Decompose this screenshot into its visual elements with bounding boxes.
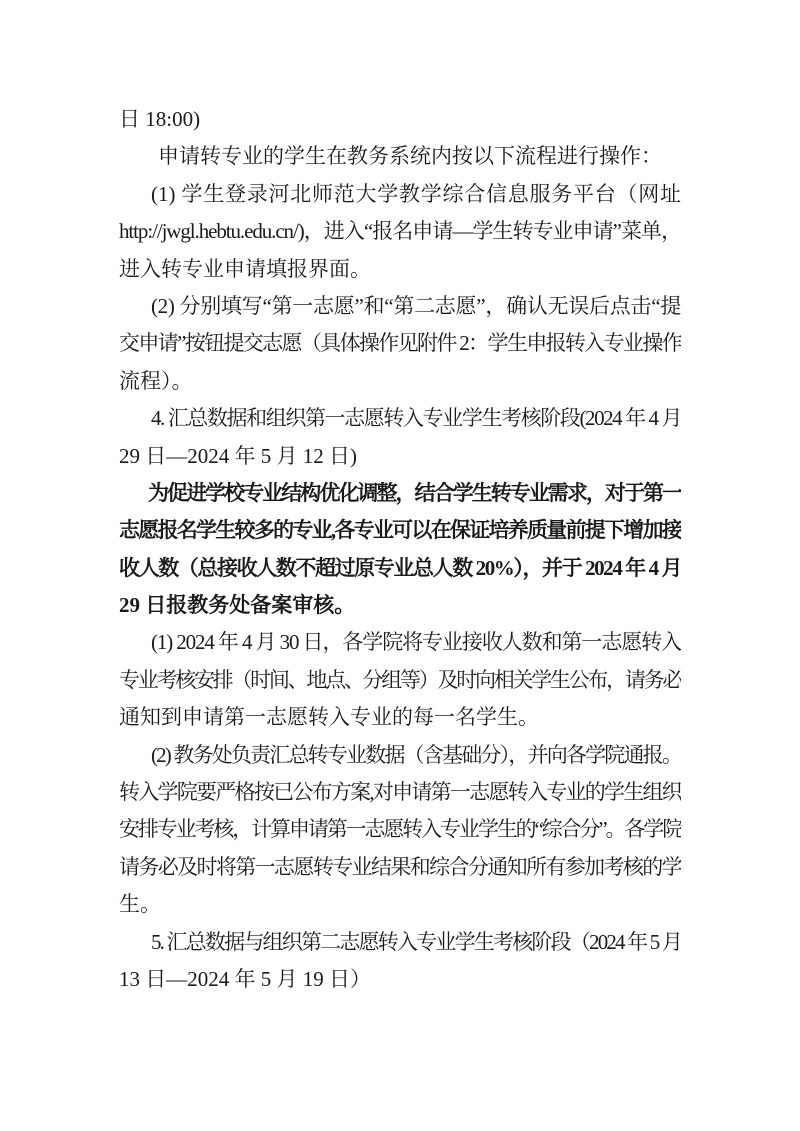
text-line: 交申请”按钮提交志愿（具体操作见附件 2：学生申报转入专业操作 xyxy=(119,331,681,356)
text-line: 志愿报名学生较多的专业,各专业可以在保证培养质量前提下增加接 xyxy=(119,518,681,543)
text-line: 4. 汇总数据和组织第一志愿转入专业学生考核阶段(2024 年 4 月 xyxy=(151,406,681,431)
text-line: 29 日—2024 年 5 月 12 日) xyxy=(119,443,357,468)
text-line: http://jwgl.hebtu.edu.cn/)，进入“报名申请—学生转专业申请”菜单， xyxy=(119,219,681,244)
text-line: 13 日—2024 年 5 月 19 日） xyxy=(119,966,371,991)
text-line: 申请转专业的学生在教务系统内按以下流程进行操作： xyxy=(158,144,662,169)
text-line: 日 18:00) xyxy=(119,107,201,131)
text-line: 流程）。 xyxy=(119,368,193,393)
text-line: 29 日报教务处备案审核。 xyxy=(119,593,356,618)
text-line: (2) 教务处负责汇总转专业数据（含基础分），并向各学院通报。 xyxy=(151,742,681,767)
text-line: 5. 汇总数据与组织第二志愿转入专业学生考核阶段（2024 年 5 月 xyxy=(151,929,681,954)
text-line: 进入转专业申请填报界面。 xyxy=(119,256,371,281)
text-line: 通知到申请第一志愿转入专业的每一名学生。 xyxy=(119,705,539,730)
text-line: (1) 学生登录河北师范大学教学综合信息服务平台（网址 xyxy=(151,181,681,206)
text-line: 生。 xyxy=(119,892,161,917)
text-line: 安排专业考核，计算申请第一志愿转入专业学生的“综合分”。各学院 xyxy=(119,817,681,842)
text-line: 为促进学校专业结构优化调整，结合学生转专业需求，对于第一 xyxy=(148,480,681,505)
text-line: 专业考核安排（时间、地点、分组等）及时向相关学生公布，请务必 xyxy=(119,667,681,692)
text-line: 转入学院要严格按已公布方案,对申请第一志愿转入专业的学生组织 xyxy=(119,780,681,805)
text-line: (2) 分别填写“第一志愿”和“第二志愿”，确认无误后点击“提 xyxy=(151,293,681,318)
document-text-block xyxy=(119,101,681,998)
text-line: 请务必及时将第一志愿转专业结果和综合分通知所有参加考核的学 xyxy=(119,854,681,879)
text-line: (1) 2024 年 4 月 30 日，各学院将专业接收人数和第一志愿转入 xyxy=(151,630,681,655)
text-line: 收人数（总接收人数不超过原专业总人数 20%），并于 2024 年 4 月 xyxy=(119,555,681,580)
